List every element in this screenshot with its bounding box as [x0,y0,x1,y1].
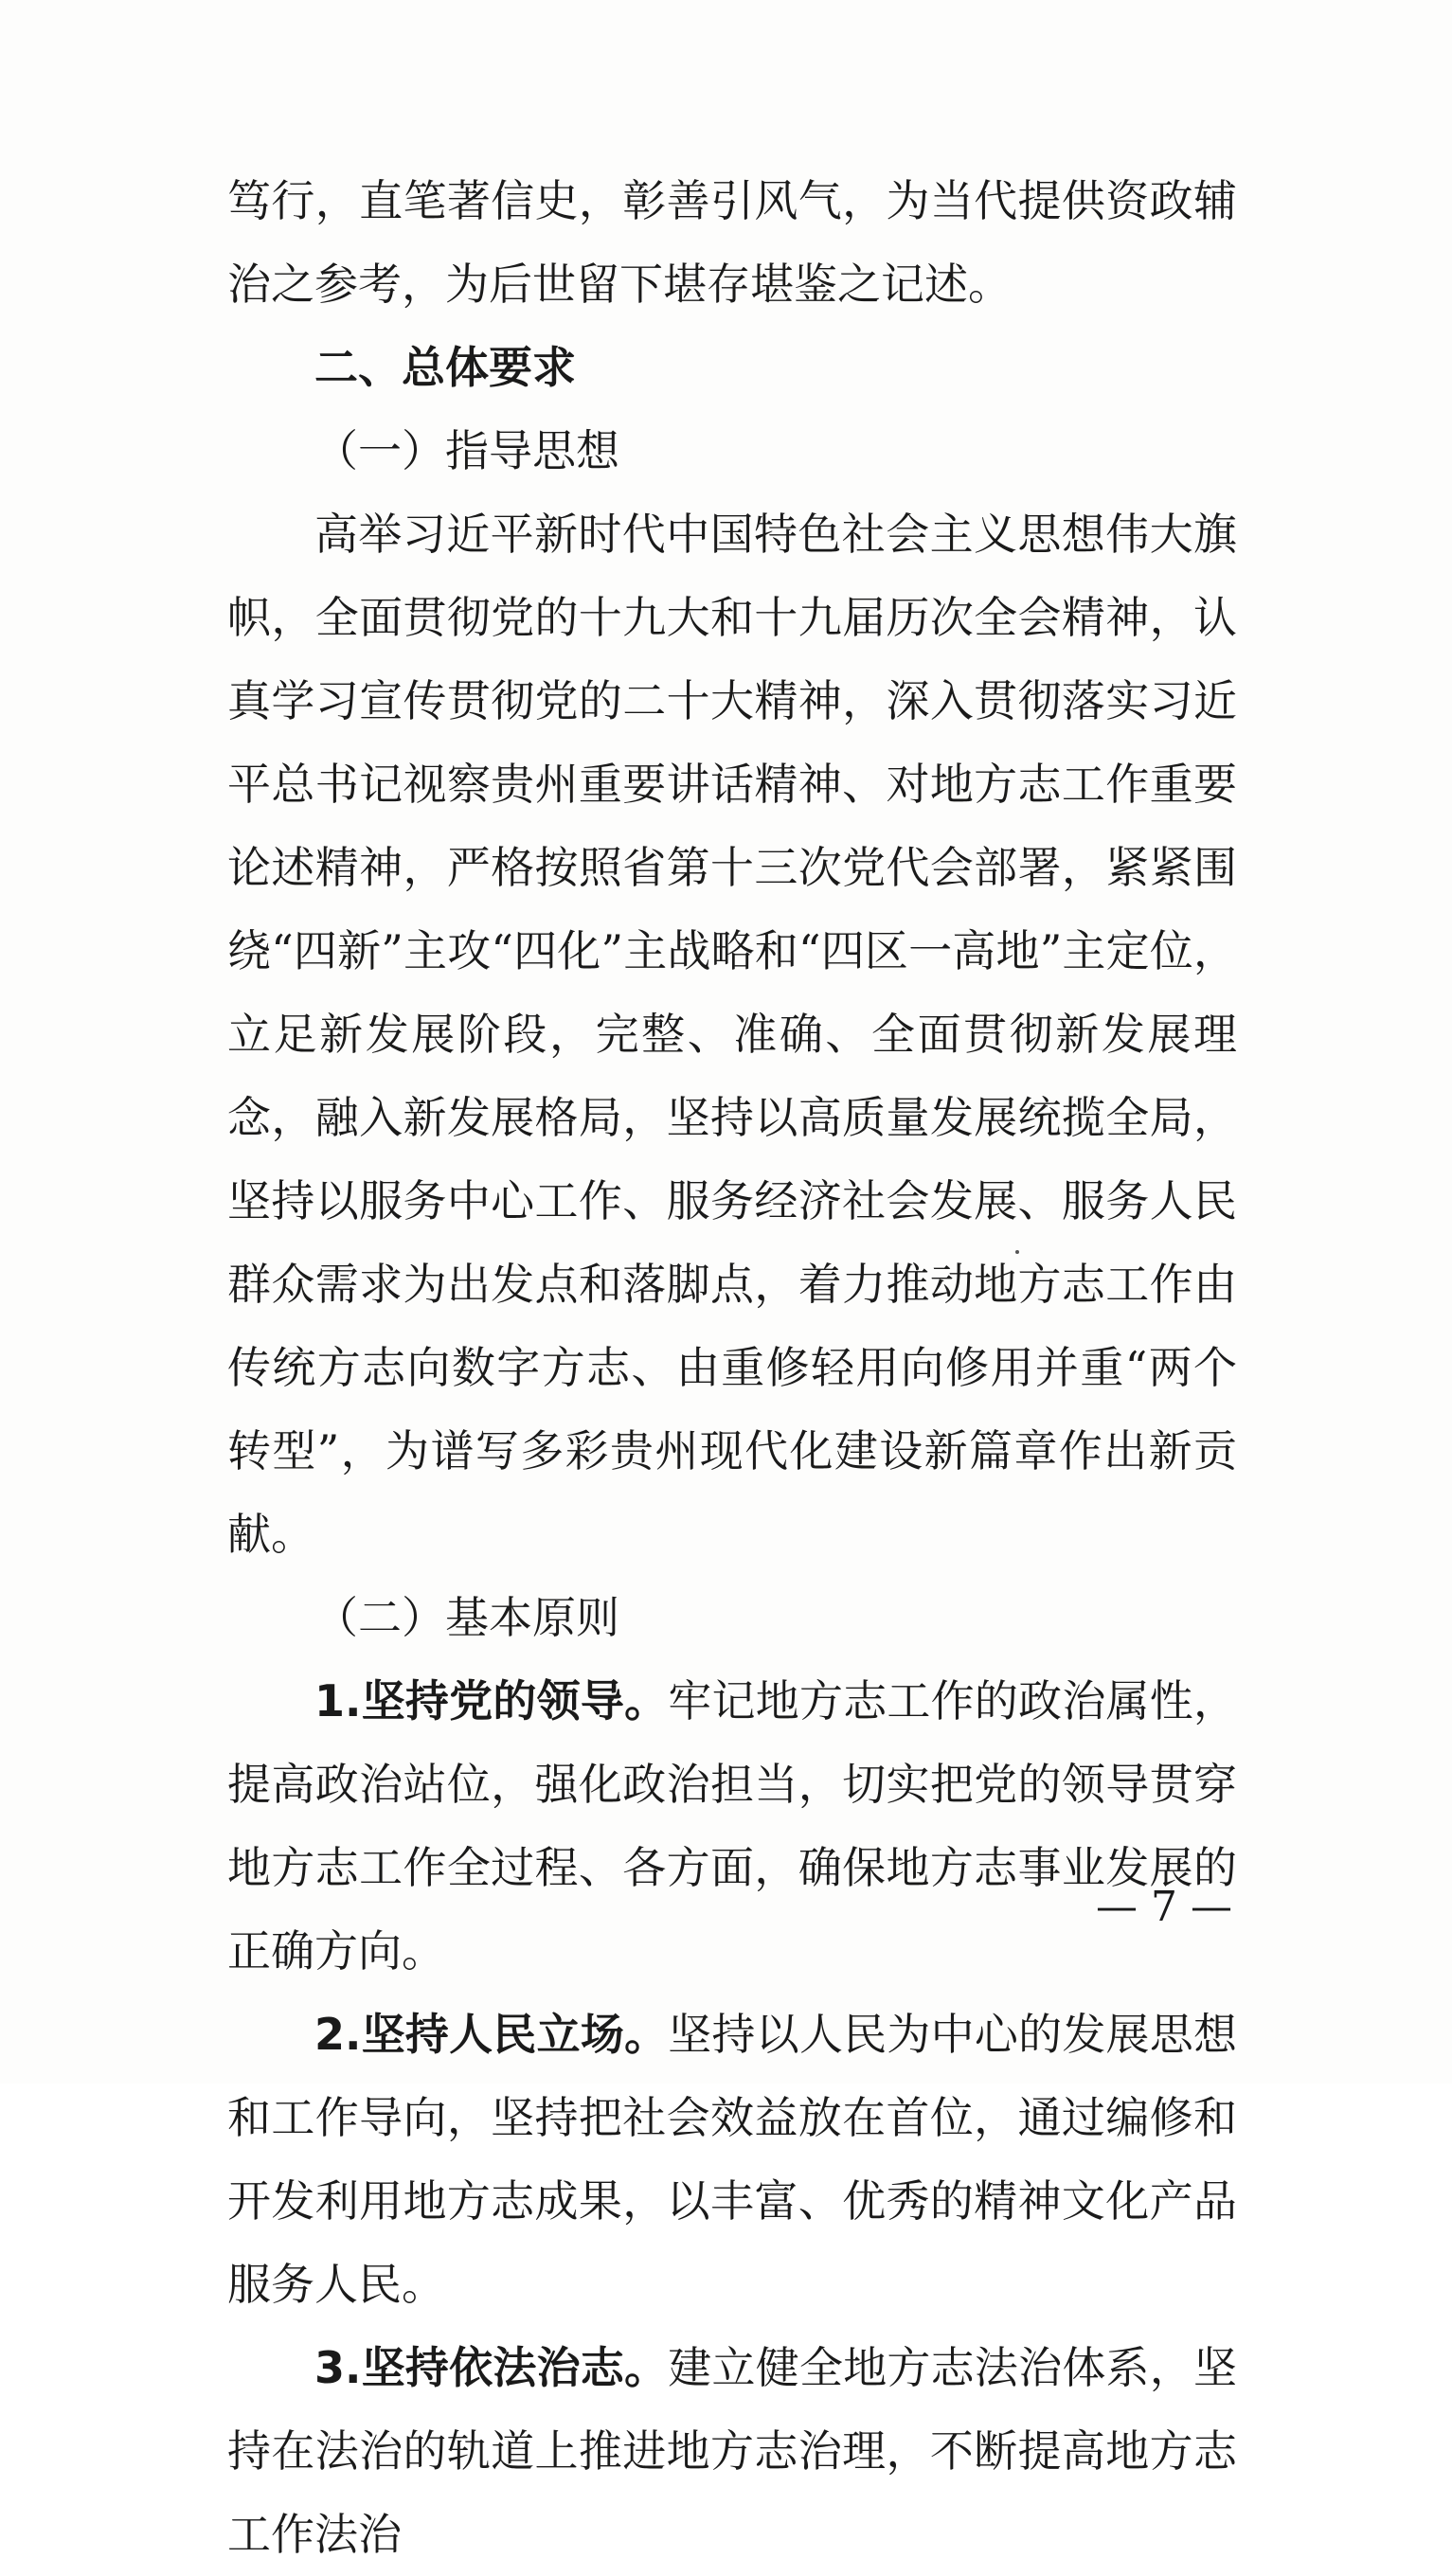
subsection-heading-principles: （二）基本原则 [314,1592,619,1643]
guiding-paragraph: 高举习近平新时代中国特色社会主义思想伟大旗帜，全面贯彻党的十九大和十九届历次全会精神，认真学习宣传贯彻党的二十大精神，深入贯彻落实习近平总书记视察贵州重要讲话精神、对地方志工作重要论述精神，严格按照省第十三次党代会部署，紧紧围绕“四新”主攻“四化”主战略和“四区一高地”主定位，立足新发展阶段，完整、准确、全面贯彻新发展理念，融入新发展格局，坚持以高质量发展统揽全局，坚持以服务中心工作、服务经济社会发展、服务人民群众需求为出发点和落脚点，着力推动地方志工作由传统方志向数字方志、由重修轻用向修用并重“两个转型”，为谱写多彩贵州现代化建设新篇章作出新贡献。 [227,509,1237,1560]
principle-item [227,1659,1237,1993]
principle-text: 牢记地方志工作的政治属性，提高政治站位，强化政治担当，切实把党的领导贯穿地方志工作全过程、各方面，确保地方志事业发展的正确方向。 [227,1675,1238,1977]
principle-number: 3. [314,2342,362,2393]
principle-number: 1. [314,1675,362,1726]
principle-title: 坚持人民立场。 [361,2009,669,2060]
page-number: — 7 — [1096,1883,1232,1931]
principle-title: 坚持党的领导。 [361,1675,669,1726]
principle-text: 建立健全地方志法治体系，坚持在法治的轨道上推进地方志治理，不断提高地方志工作法治 [227,2342,1238,2560]
scan-speck [1015,1250,1019,1254]
principle-item [227,1993,1237,2326]
subsection-heading-guiding: （一）指导思想 [314,425,619,476]
section-heading: 二、总体要求 [314,342,576,393]
principle-text: 坚持以人民为中心的发展思想和工作导向，坚持把社会效益放在首位，通过编修和开发利用地方志成果，以丰富、优秀的精神文化产品服务人民。 [227,2009,1238,2310]
principle-item [227,2326,1237,2576]
document-body [227,159,1237,2576]
continuation-paragraph: 笃行，直笔著信史，彰善引风气，为当代提供资政辅治之参考，为后世留下堪存堪鉴之记述。 [227,175,1237,310]
principle-number: 2. [314,2009,362,2060]
principle-title: 坚持依法治志。 [361,2342,669,2393]
